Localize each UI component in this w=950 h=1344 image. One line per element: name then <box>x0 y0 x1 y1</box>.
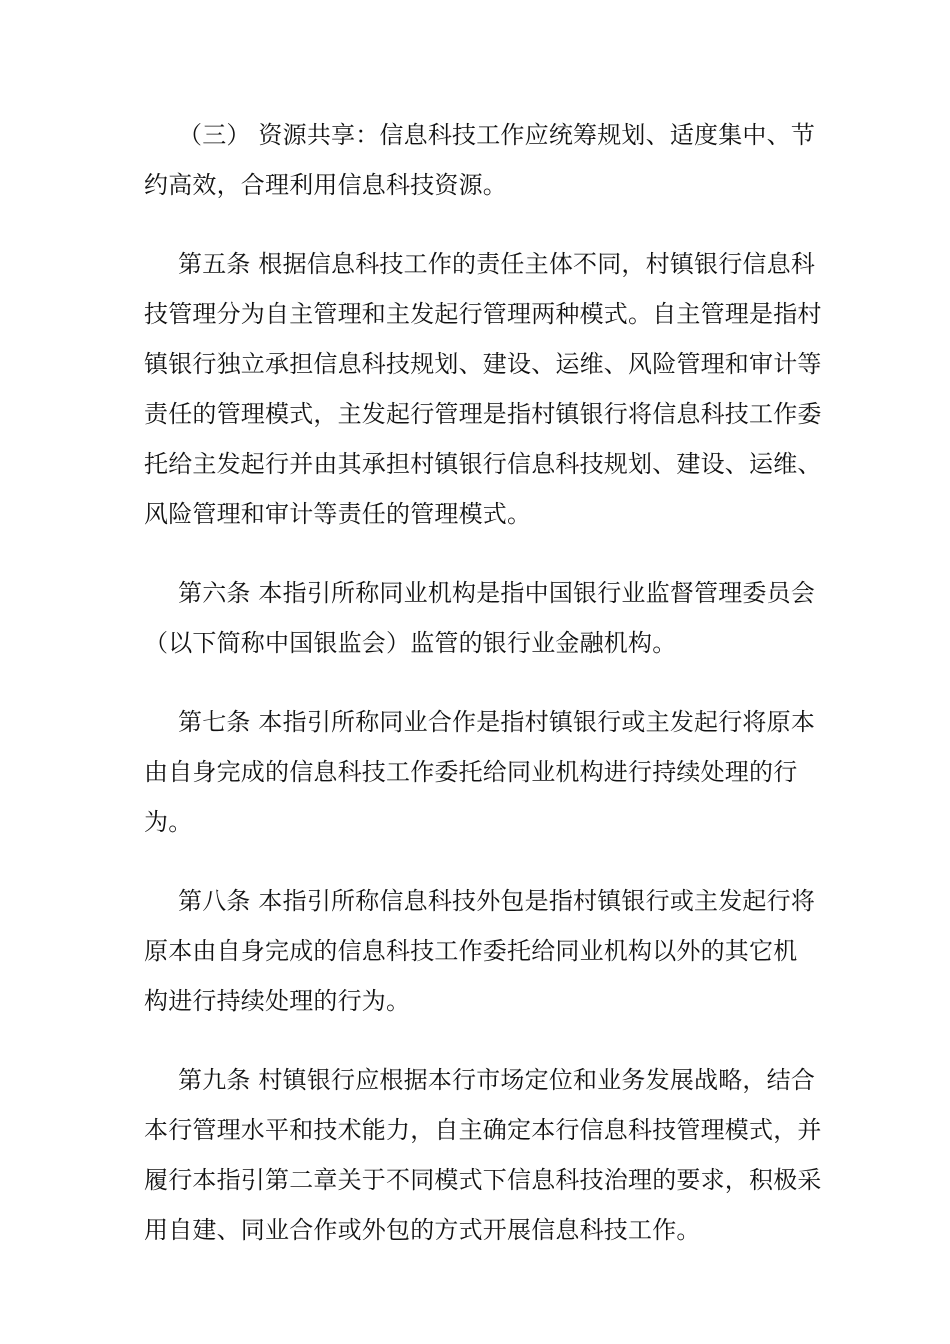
paragraph-article-6 <box>144 568 814 668</box>
paragraph-resource-sharing <box>144 110 814 210</box>
text-line: 第九条 村镇银行应根据本行市场定位和业务发展战略，结合 <box>178 1066 816 1094</box>
paragraph-article-8 <box>144 876 814 1026</box>
paragraph-article-7 <box>144 697 814 847</box>
text-line: 约高效，合理利用信息科技资源。 <box>144 171 507 199</box>
text-line: 技管理分为自主管理和主发起行管理两种模式。自主管理是指村 <box>144 300 822 328</box>
text-line: 履行本指引第二章关于不同模式下信息科技治理的要求，积极采 <box>144 1166 822 1194</box>
text-line: 镇银行独立承担信息科技规划、建设、运维、风险管理和审计等 <box>144 350 822 378</box>
text-line: 第六条 本指引所称同业机构是指中国银行业监督管理委员会 <box>178 579 816 607</box>
paragraph-article-9 <box>144 1055 822 1255</box>
text-line: 为。 <box>144 808 193 836</box>
text-line: 风险管理和审计等责任的管理模式。 <box>144 500 532 528</box>
text-line: 用自建、同业合作或外包的方式开展信息科技工作。 <box>144 1216 701 1244</box>
text-line: （三） 资源共享：信息科技工作应统筹规划、适度集中、节 <box>178 121 816 149</box>
text-line: 由自身完成的信息科技工作委托给同业机构进行持续处理的行 <box>144 758 798 786</box>
text-line: 责任的管理模式，主发起行管理是指村镇银行将信息科技工作委 <box>144 400 822 428</box>
text-line: 第八条 本指引所称信息科技外包是指村镇银行或主发起行将 <box>178 887 816 915</box>
text-line: 第五条 根据信息科技工作的责任主体不同，村镇银行信息科 <box>178 250 816 278</box>
text-line: 第七条 本指引所称同业合作是指村镇银行或主发起行将原本 <box>178 708 816 736</box>
paragraph-article-5 <box>144 239 822 539</box>
text-line: （以下简称中国银监会）监管的银行业金融机构。 <box>144 629 677 657</box>
document-body <box>144 110 822 1284</box>
text-line: 原本由自身完成的信息科技工作委托给同业机构以外的其它机 <box>144 937 798 965</box>
text-line: 本行管理水平和技术能力，自主确定本行信息科技管理模式，并 <box>144 1116 822 1144</box>
text-line: 构进行持续处理的行为。 <box>144 987 411 1015</box>
text-line: 托给主发起行并由其承担村镇银行信息科技规划、建设、运维、 <box>144 450 822 478</box>
